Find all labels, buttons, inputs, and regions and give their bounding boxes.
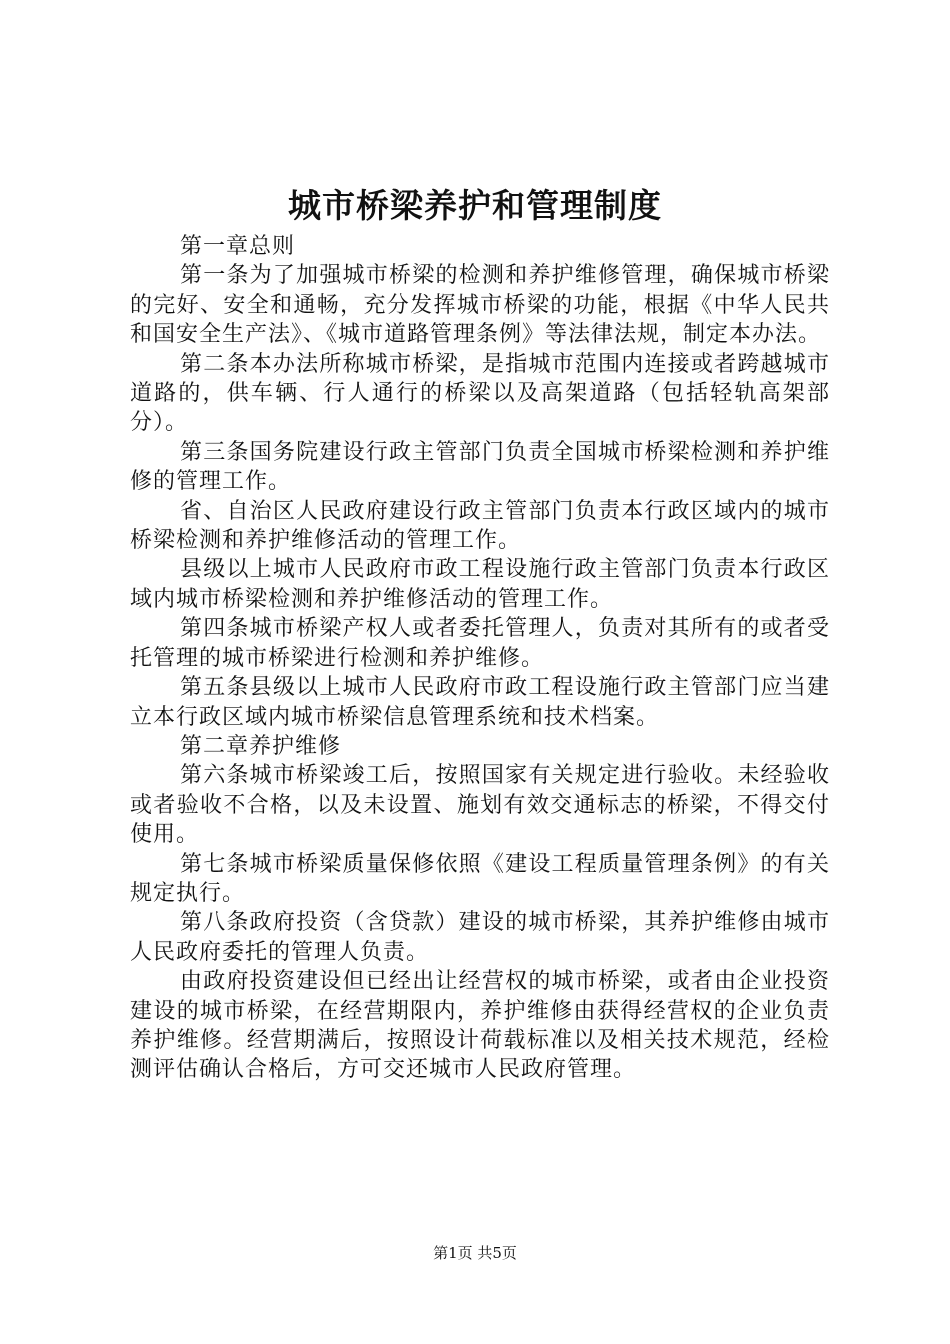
paragraph: 第三条国务院建设行政主管部门负责全国城市桥梁检测和养护维修的管理工作。	[130, 439, 830, 495]
page-footer: 第1页 共5页	[433, 1244, 517, 1262]
paragraph: 县级以上城市人民政府市政工程设施行政主管部门负责本行政区域内城市桥梁检测和养护维修活动的管理工作。	[130, 557, 830, 612]
paragraph: 省、自治区人民政府建设行政主管部门负责本行政区域内的城市桥梁检测和养护维修活动的管理工作。	[130, 498, 830, 554]
document-title: 城市桥梁养护和管理制度	[288, 186, 662, 225]
paragraph: 第一条为了加强城市桥梁的检测和养护维修管理，确保城市桥梁的完好、安全和通畅，充分发挥城市桥梁的功能，根据《中华人民共和国安全生产法》、《城市道路管理条例》等法律法规，制定本办法。	[130, 263, 830, 348]
document-body	[130, 232, 830, 1085]
paragraph: 第二条本办法所称城市桥梁，是指城市范围内连接或者跨越城市道路的，供车辆、行人通行的桥梁以及高架道路（包括轻轨高架部分）。	[130, 351, 830, 436]
paragraph: 第六条城市桥梁竣工后，按照国家有关规定进行验收。未经验收或者验收不合格，以及未设置、施划有效交通标志的桥梁，不得交付使用。	[130, 763, 830, 848]
paragraph: 第五条县级以上城市人民政府市政工程设施行政主管部门应当建立本行政区域内城市桥梁信息管理系统和技术档案。	[130, 675, 830, 730]
paragraph: 由政府投资建设但已经出让经营权的城市桥梁，或者由企业投资建设的城市桥梁，在经营期限内，养护维修由获得经营权的企业负责养护维修。经营期满后，按照设计荷载标准以及相关技术规范，经检测评估确认合格后，方可交还城市人民政府管理。	[130, 969, 830, 1083]
paragraph: 第七条城市桥梁质量保修依照《建设工程质量管理条例》的有关规定执行。	[130, 851, 830, 906]
chapter-heading: 第一章总则	[180, 234, 296, 259]
paragraph: 第四条城市桥梁产权人或者委托管理人，负责对其所有的或者受托管理的城市桥梁进行检测和养护维修。	[130, 616, 830, 671]
chapter-heading: 第二章养护维修	[180, 733, 342, 759]
paragraph: 第八条政府投资（含贷款）建设的城市桥梁，其养护维修由城市人民政府委托的管理人负责。	[130, 910, 830, 965]
